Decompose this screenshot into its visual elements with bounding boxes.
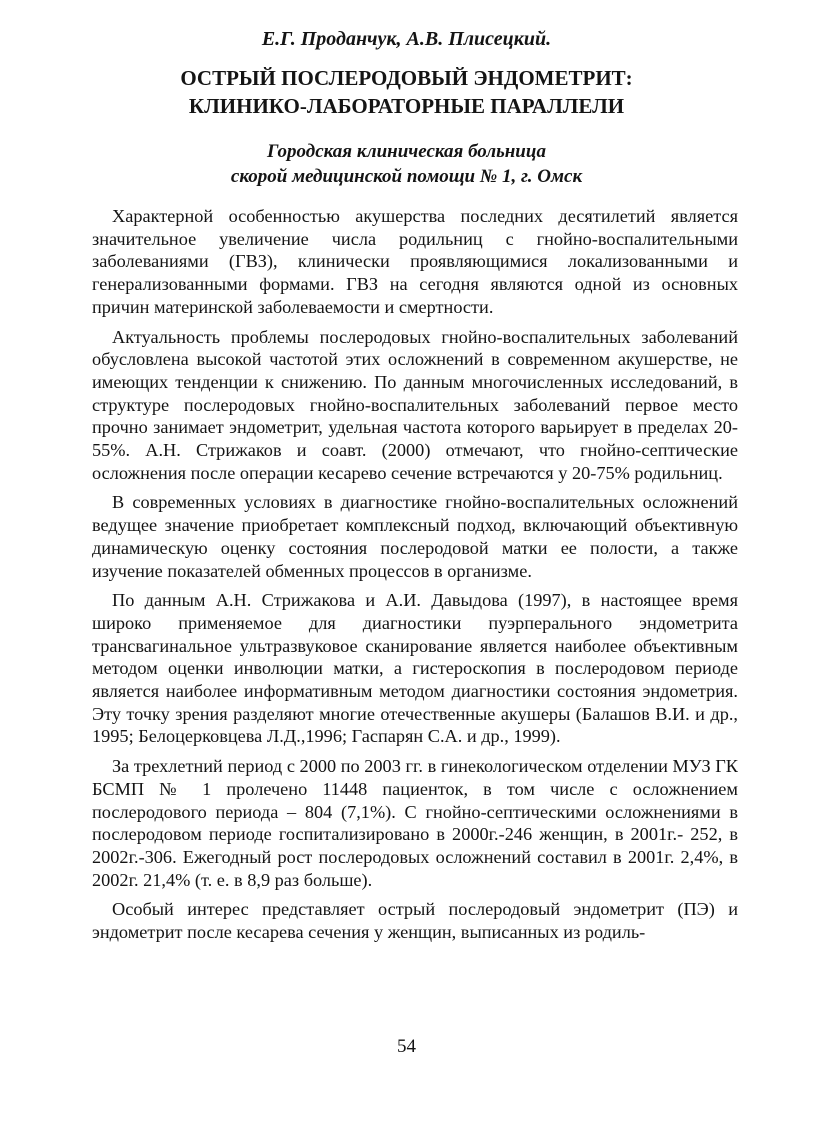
article-title-line-2: КЛИНИКО-ЛАБОРАТОРНЫЕ ПАРАЛЛЕЛИ [188,94,625,118]
page-number: 54 [397,1036,416,1057]
article-title [0,64,813,120]
affiliation [0,139,813,189]
article-body [92,205,738,951]
paragraph-5: За трехлетний период с 2000 по 2003 гг. в гинекологическом отделении МУЗ ГК БСМП № 1 пролечено 11448 пациенток, в том числе с осложнением послеродового периода – 804 (7,1%). С гнойно-септическими осложнениями в послеродовом периоде госпитализировано в 2000г.-246 женщин, в 2001г.- 252, в 2002г.-306. Ежегодный рост послеродовых осложнений составил в 2001г. 2,4%, в 2002г. 21,4% (т. е. в 8,9 раз больше). [92,756,738,890]
affiliation-line-2: скорой медицинской помощи № 1, г. Омск [230,166,583,187]
paragraph-1: Характерной особенностью акушерства последних десятилетий является значительное увеличение числа родильниц с гнойно-воспалительными заболеваниями (ГВЗ), клинически проявляющимися локализованными и генерализованными формами. ГВЗ на сегодня являются одной из основных причин материнской заболеваемости и смертности. [92,206,738,317]
affiliation-line-1: Городская клиническая больница [267,141,546,162]
authors-line: Е.Г. Проданчук, А.В. Плисецкий. [261,28,552,50]
paragraph-3: В современных условиях в диагностике гнойно-воспалительных осложнений ведущее значение приобретает комплексный подход, включающий объективную динамическую оценку состояния послеродовой матки ее полости, а также изучение показателей обменных процессов в организме. [92,492,738,581]
paragraph-6: Особый интерес представляет острый послеродовый эндометрит (ПЭ) и эндометрит после кесарева сечения у женщин, выписанных из родиль- [92,899,738,943]
article-title-line-1: ОСТРЫЙ ПОСЛЕРОДОВЫЙ ЭНДОМЕТРИТ: [180,66,633,90]
paragraph-4: По данным А.Н. Стрижакова и А.И. Давыдова (1997), в настоящее время широко применяемое для диагностики пуэрперального эндометрита трансвагинальное ультразвуковое сканирование является наиболее объективным методом оценки инволюции матки, а гистероскопия в послеродовом периоде является наиболее информативным методом диагностики состояния эндометрия. Эту точку зрения разделяют многие отечественные акушеры (Балашов В.И. и др., 1995; Белоцерковцева Л.Д.,1996; Гаспарян С.А. и др., 1999). [92,590,738,747]
paragraph-2: Актуальность проблемы послеродовых гнойно-воспалительных заболеваний обусловлена высокой частотой этих осложнений в современном акушерстве, не имеющих тенденции к снижению. По данным многочисленных исследований, в структуре послеродовых гнойно-воспалительных заболеваний первое место прочно занимает эндометрит, удельная частота которого варьирует в пределах 20-55%. А.Н. Стрижаков и соавт. (2000) отмечают, что гнойно-септические осложнения после операции кесарево сечение встречаются у 20-75% родильниц. [92,326,738,483]
